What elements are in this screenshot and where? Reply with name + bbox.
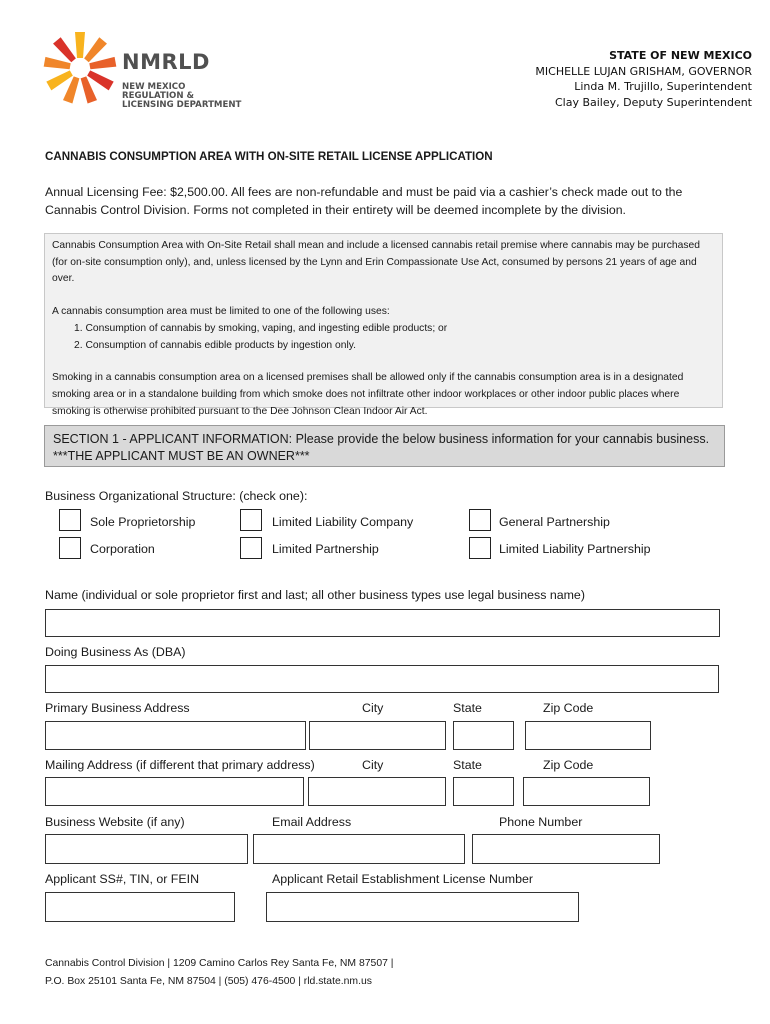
zip-label: Zip Code bbox=[543, 701, 594, 715]
option-label: Sole Proprietorship bbox=[90, 515, 196, 529]
governor: MICHELLE LUJAN GRISHAM, GOVERNOR bbox=[535, 64, 752, 78]
nmrld-logo-mark bbox=[40, 28, 120, 108]
primary-city-field[interactable] bbox=[309, 721, 446, 750]
footer-line-1: Cannabis Control Division | 1209 Camino Carlos Rey Santa Fe, NM 87507 | bbox=[45, 958, 394, 969]
logo-sub-line-2: REGULATION & bbox=[122, 91, 195, 101]
option-label: Limited Partnership bbox=[272, 542, 379, 556]
state-name: STATE OF NEW MEXICO bbox=[609, 49, 752, 62]
primary-zip-field[interactable] bbox=[525, 721, 651, 750]
mailing-address-field[interactable] bbox=[45, 777, 304, 806]
structure-label: Business Organizational Structure: (check one): bbox=[45, 489, 308, 503]
checkbox-llp[interactable] bbox=[469, 537, 491, 559]
website-field[interactable] bbox=[45, 834, 248, 864]
dba-field[interactable] bbox=[45, 665, 719, 693]
checkbox-general-partnership[interactable] bbox=[469, 509, 491, 531]
section-1-header: SECTION 1 - APPLICANT INFORMATION: Please provide the below business information for your cannabis business. ***THE APPLICANT MUST BE AN OWNER*** bbox=[44, 425, 725, 467]
mailing-city-field[interactable] bbox=[308, 777, 446, 806]
checkbox-sole-proprietorship[interactable] bbox=[59, 509, 81, 531]
name-label: Name (individual or sole proprietor first and last; all other business types use legal business name) bbox=[45, 588, 585, 602]
ssn-label: Applicant SS#, TIN, or FEIN bbox=[45, 872, 200, 886]
option-label: Corporation bbox=[90, 542, 155, 556]
retail-license-label: Applicant Retail Establishment License Number bbox=[272, 872, 534, 886]
primary-address-field[interactable] bbox=[45, 721, 306, 750]
form-title: CANNABIS CONSUMPTION AREA WITH ON-SITE RETAIL LICENSE APPLICATION bbox=[45, 150, 493, 163]
retail-license-field[interactable] bbox=[266, 892, 579, 922]
city-label: City bbox=[362, 701, 384, 715]
info-box bbox=[44, 233, 723, 417]
logo-sub-line-3: LICENSING DEPARTMENT bbox=[122, 100, 242, 110]
checkbox-corporation[interactable] bbox=[59, 537, 81, 559]
phone-field[interactable] bbox=[472, 834, 660, 864]
option-label: General Partnership bbox=[499, 515, 610, 529]
deputy-superintendent: Clay Bailey, Deputy Superintendent bbox=[554, 95, 752, 109]
dba-label: Doing Business As (DBA) bbox=[45, 645, 186, 659]
primary-address-label: Primary Business Address bbox=[45, 701, 190, 715]
primary-state-field[interactable] bbox=[453, 721, 514, 750]
website-label: Business Website (if any) bbox=[45, 815, 185, 829]
state-label: State bbox=[453, 758, 482, 772]
footer bbox=[45, 955, 393, 990]
fee-notice: Annual Licensing Fee: $2,500.00. All fees are non-refundable and must be paid via a cashier’s check made out to the Cannabis Control Division. Forms not completed in their entirety will be deemed incomplete by the division. bbox=[45, 185, 683, 217]
state-label: State bbox=[453, 701, 482, 715]
use-item-1: 1. Consumption of cannabis by smoking, vaping, and ingesting edible products; or bbox=[74, 322, 448, 334]
option-label: Limited Liability Company bbox=[272, 515, 414, 529]
definition-text: Cannabis Consumption Area with On-Site Retail shall mean and include a licensed cannabis retail premise where cannabis may be purchased (for on-site consumption only), and, unless licensed by the Lynn and Erin Compassionate Use Act, consumed by persons 21 years of age and over. bbox=[52, 240, 700, 285]
logo-wordmark: NMRLD bbox=[122, 50, 210, 74]
zip-label: Zip Code bbox=[543, 758, 594, 772]
mailing-state-field[interactable] bbox=[453, 777, 514, 806]
name-field[interactable] bbox=[45, 609, 720, 637]
use-item-2: 2. Consumption of cannabis edible products by ingestion only. bbox=[74, 339, 357, 351]
email-label: Email Address bbox=[272, 815, 352, 829]
smoking-text: Smoking in a cannabis consumption area on a licensed premises shall be allowed only if the cannabis consumption area is in a designated smoking area or in a standalone building from which smoke does not infiltrate other indoor workplaces or other indoor public places where smoking is otherwise prohibited pursuant to the Dee Johnson Clean Indoor Air Act. bbox=[52, 372, 684, 417]
limit-intro: A cannabis consumption area must be limited to one of the following uses: bbox=[52, 306, 390, 318]
option-label: Limited Liability Partnership bbox=[499, 542, 651, 556]
logo-sub-line-1: NEW MEXICO bbox=[122, 82, 186, 92]
checkbox-limited-partnership[interactable] bbox=[240, 537, 262, 559]
email-field[interactable] bbox=[253, 834, 465, 864]
mailing-zip-field[interactable] bbox=[523, 777, 650, 806]
city-label: City bbox=[362, 758, 384, 772]
footer-line-2: P.O. Box 25101 Santa Fe, NM 87504 | (505) 476-4500 | rld.state.nm.us bbox=[45, 975, 372, 987]
superintendent: Linda M. Trujillo, Superintendent bbox=[574, 80, 752, 93]
state-header bbox=[535, 48, 752, 110]
ssn-field[interactable] bbox=[45, 892, 235, 922]
phone-label: Phone Number bbox=[499, 815, 583, 829]
mailing-address-label: Mailing Address (if different that primary address) bbox=[45, 758, 315, 772]
checkbox-llc[interactable] bbox=[240, 509, 262, 531]
